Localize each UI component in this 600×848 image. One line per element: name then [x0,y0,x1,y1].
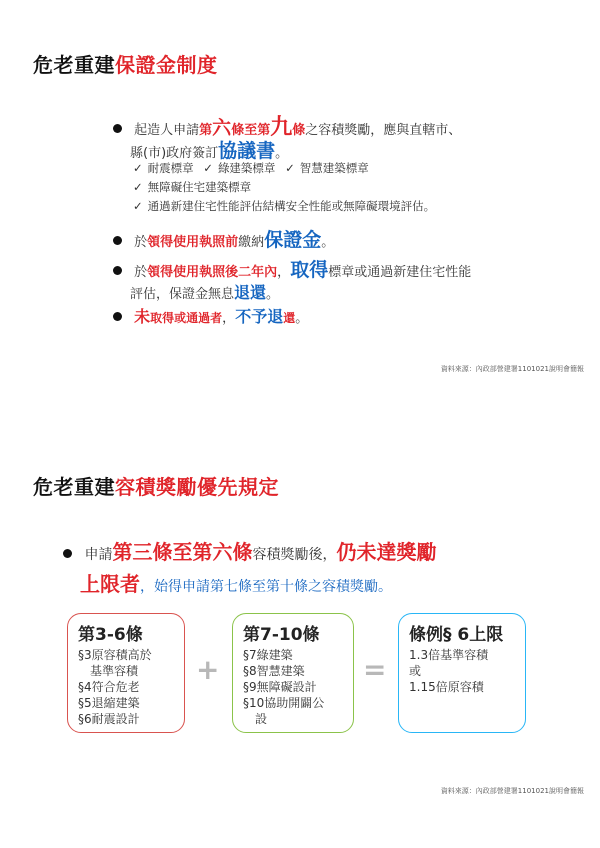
box-item: §5退縮建築 [78,696,140,710]
s1-bullet-1-line2: 縣(市)政府簽訂協議書。 [130,140,289,162]
box-cap [398,613,526,733]
s1-check-row-1: ✓ 耐震標章 ✓ 綠建築標章 ✓ 智慧建築標章 [133,161,369,175]
section2-source: 資料來源：內政部營建署1101021說明會簡報 [440,787,584,795]
box-item: §9無障礙設計 [243,680,317,694]
box-item: 1.3倍基準容積 [409,648,489,662]
box-item: 或 [409,664,422,678]
box-heading: 第7-10條 [243,625,320,645]
s1-check-row-2: ✓ 無障礙住宅建築標章 [133,180,252,194]
box-item: §6耐震設計 [78,712,140,726]
section1-source: 資料來源：內政部營建署1101021說明會簡報 [440,365,584,373]
section1-title-red: 保證金制度 [115,53,218,77]
check-icon: ✓ [133,180,143,194]
box-heading: 第3-6條 [78,625,143,645]
s1-bullet-4: 未取得或通過者，不予退還。 [113,304,308,327]
box-item: §4符合危老 [78,680,140,694]
box-heading: 條例§ 6上限 [409,625,504,645]
section1-title [33,49,218,78]
s1-bullet-3-line2: 評估，保證金無息退還。 [130,283,280,302]
check-icon: ✓ [133,161,143,175]
check-icon: ✓ [285,161,295,175]
section2-title-black: 危老重建 [33,475,115,499]
bullet-dot [113,236,122,245]
section1-title-black: 危老重建 [33,53,115,77]
box-item: 1.15倍原容積 [409,680,484,694]
s1-bullet-3: 於領得使用執照後二年內，取得標章或通過新建住宅性能 [113,255,471,282]
s2-bullet-1: 申請第三條至第六條容積獎勵後，仍未達獎勵 [63,536,436,565]
s2-bullet-1-line2: 上限者，始得申請第七條至第十條之容積獎勵。 [80,572,392,596]
s1-check-row-3: ✓ 通過新建住宅性能評估結構安全性能或無障礙環境評估。 [133,199,436,213]
box-item: §8智慧建築 [243,664,305,678]
box-item: 基準容積 [78,664,139,678]
box-item: §10協助開闢公 [243,696,325,710]
bullet-dot [63,549,72,558]
box-item: §7綠建築 [243,648,293,662]
bullet-dot [113,124,122,133]
box-item: 設 [243,712,268,726]
section2-title-red: 容積獎勵優先規定 [115,475,279,499]
section2-title [33,471,279,500]
check-icon: ✓ [203,161,213,175]
s1-bullet-1: 起造人申請第六條至第九條之容積獎勵，應與直轄市、 [113,110,461,141]
box-articles-3-6 [67,613,185,733]
box-articles-7-10 [232,613,354,733]
plus-icon: + [196,653,220,686]
equals-icon: = [363,653,387,686]
check-icon: ✓ [133,199,143,213]
bullet-dot [113,312,122,321]
s1-bullet-2: 於領得使用執照前繳納保證金。 [113,225,334,252]
box-item: §3原容積高於 [78,648,152,662]
bullet-dot [113,266,122,275]
